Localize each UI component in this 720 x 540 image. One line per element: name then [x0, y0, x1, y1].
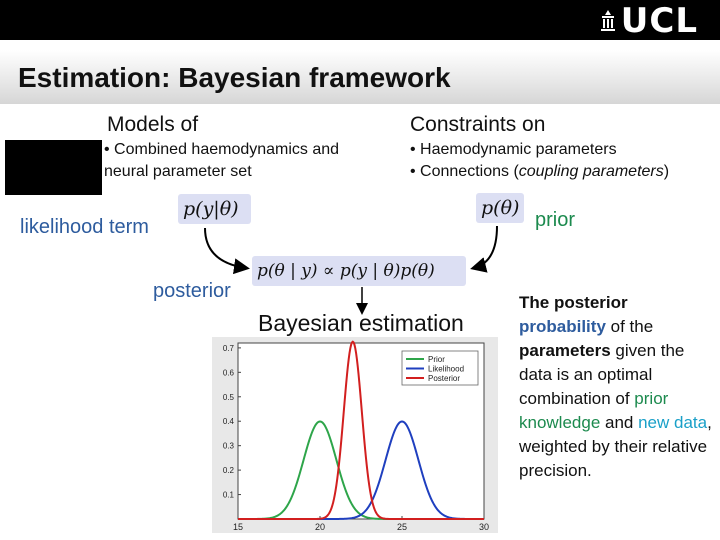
exp-new-data: new data [638, 413, 708, 432]
x-tick-label: 25 [396, 522, 408, 532]
exp-the-posterior: The posterior [519, 293, 628, 312]
prior-label: prior [535, 209, 576, 231]
likelihood-formula: p(y|θ) [178, 194, 251, 224]
constraints-bullet-line2-suffix: ) [663, 163, 670, 180]
models-heading: Models of [107, 113, 199, 136]
posterior-formula: p(θ | y) ∝ p(y | θ)p(θ) [252, 256, 466, 286]
prior-formula: p(θ) [476, 193, 524, 223]
x-tick-label: 20 [314, 522, 326, 532]
exp-of-the: of the [605, 317, 654, 336]
exp-prior-knowledge: prior knowledge [519, 389, 669, 432]
slide-title: Estimation: Bayesian framework [18, 62, 451, 93]
explanation-text [519, 291, 714, 483]
exp-parameters: parameters [519, 341, 611, 360]
models-bullet-line2: neural parameter set [104, 163, 252, 180]
legend-label: Likelihood [428, 364, 465, 374]
y-tick-label: 0.5 [222, 392, 234, 402]
coupling-parameters-text: coupling parameters [518, 163, 664, 180]
y-tick-label: 0.7 [222, 343, 234, 353]
y-tick-label: 0.4 [222, 417, 234, 427]
exp-given-data: given the data is an optimal combination of [519, 341, 685, 408]
y-tick-label: 0.2 [222, 466, 234, 476]
legend-label: Prior [428, 355, 445, 364]
exp-probability: probability [519, 317, 606, 336]
y-tick-label: 0.6 [222, 368, 234, 378]
exp-and: and [600, 413, 639, 432]
constraints-bullet-line2-prefix: • Connections ( [410, 163, 519, 180]
likelihood-label: likelihood term [20, 216, 149, 238]
chart-legend [402, 351, 478, 385]
constraints-bullet-line1: • Haemodynamic parameters [410, 141, 617, 158]
legend-label: Posterior [428, 374, 461, 383]
bayes-chart [212, 337, 498, 533]
logo-text: UCL [620, 1, 698, 41]
y-tick-label: 0.1 [222, 490, 234, 500]
posterior-label: posterior [153, 280, 231, 302]
x-tick-label: 15 [232, 522, 244, 532]
x-tick-label: 30 [478, 522, 490, 532]
exp-weighted: , weighted by their relative precision. [519, 413, 712, 480]
y-tick-label: 0.3 [222, 441, 234, 451]
bayesian-estimation-label: Bayesian estimation [258, 310, 464, 336]
likelihood-arrow [205, 228, 246, 268]
constraints-heading: Constraints on [410, 113, 546, 136]
models-bullet-line1: • Combined haemodynamics and [104, 141, 340, 158]
prior-arrow [474, 226, 497, 268]
